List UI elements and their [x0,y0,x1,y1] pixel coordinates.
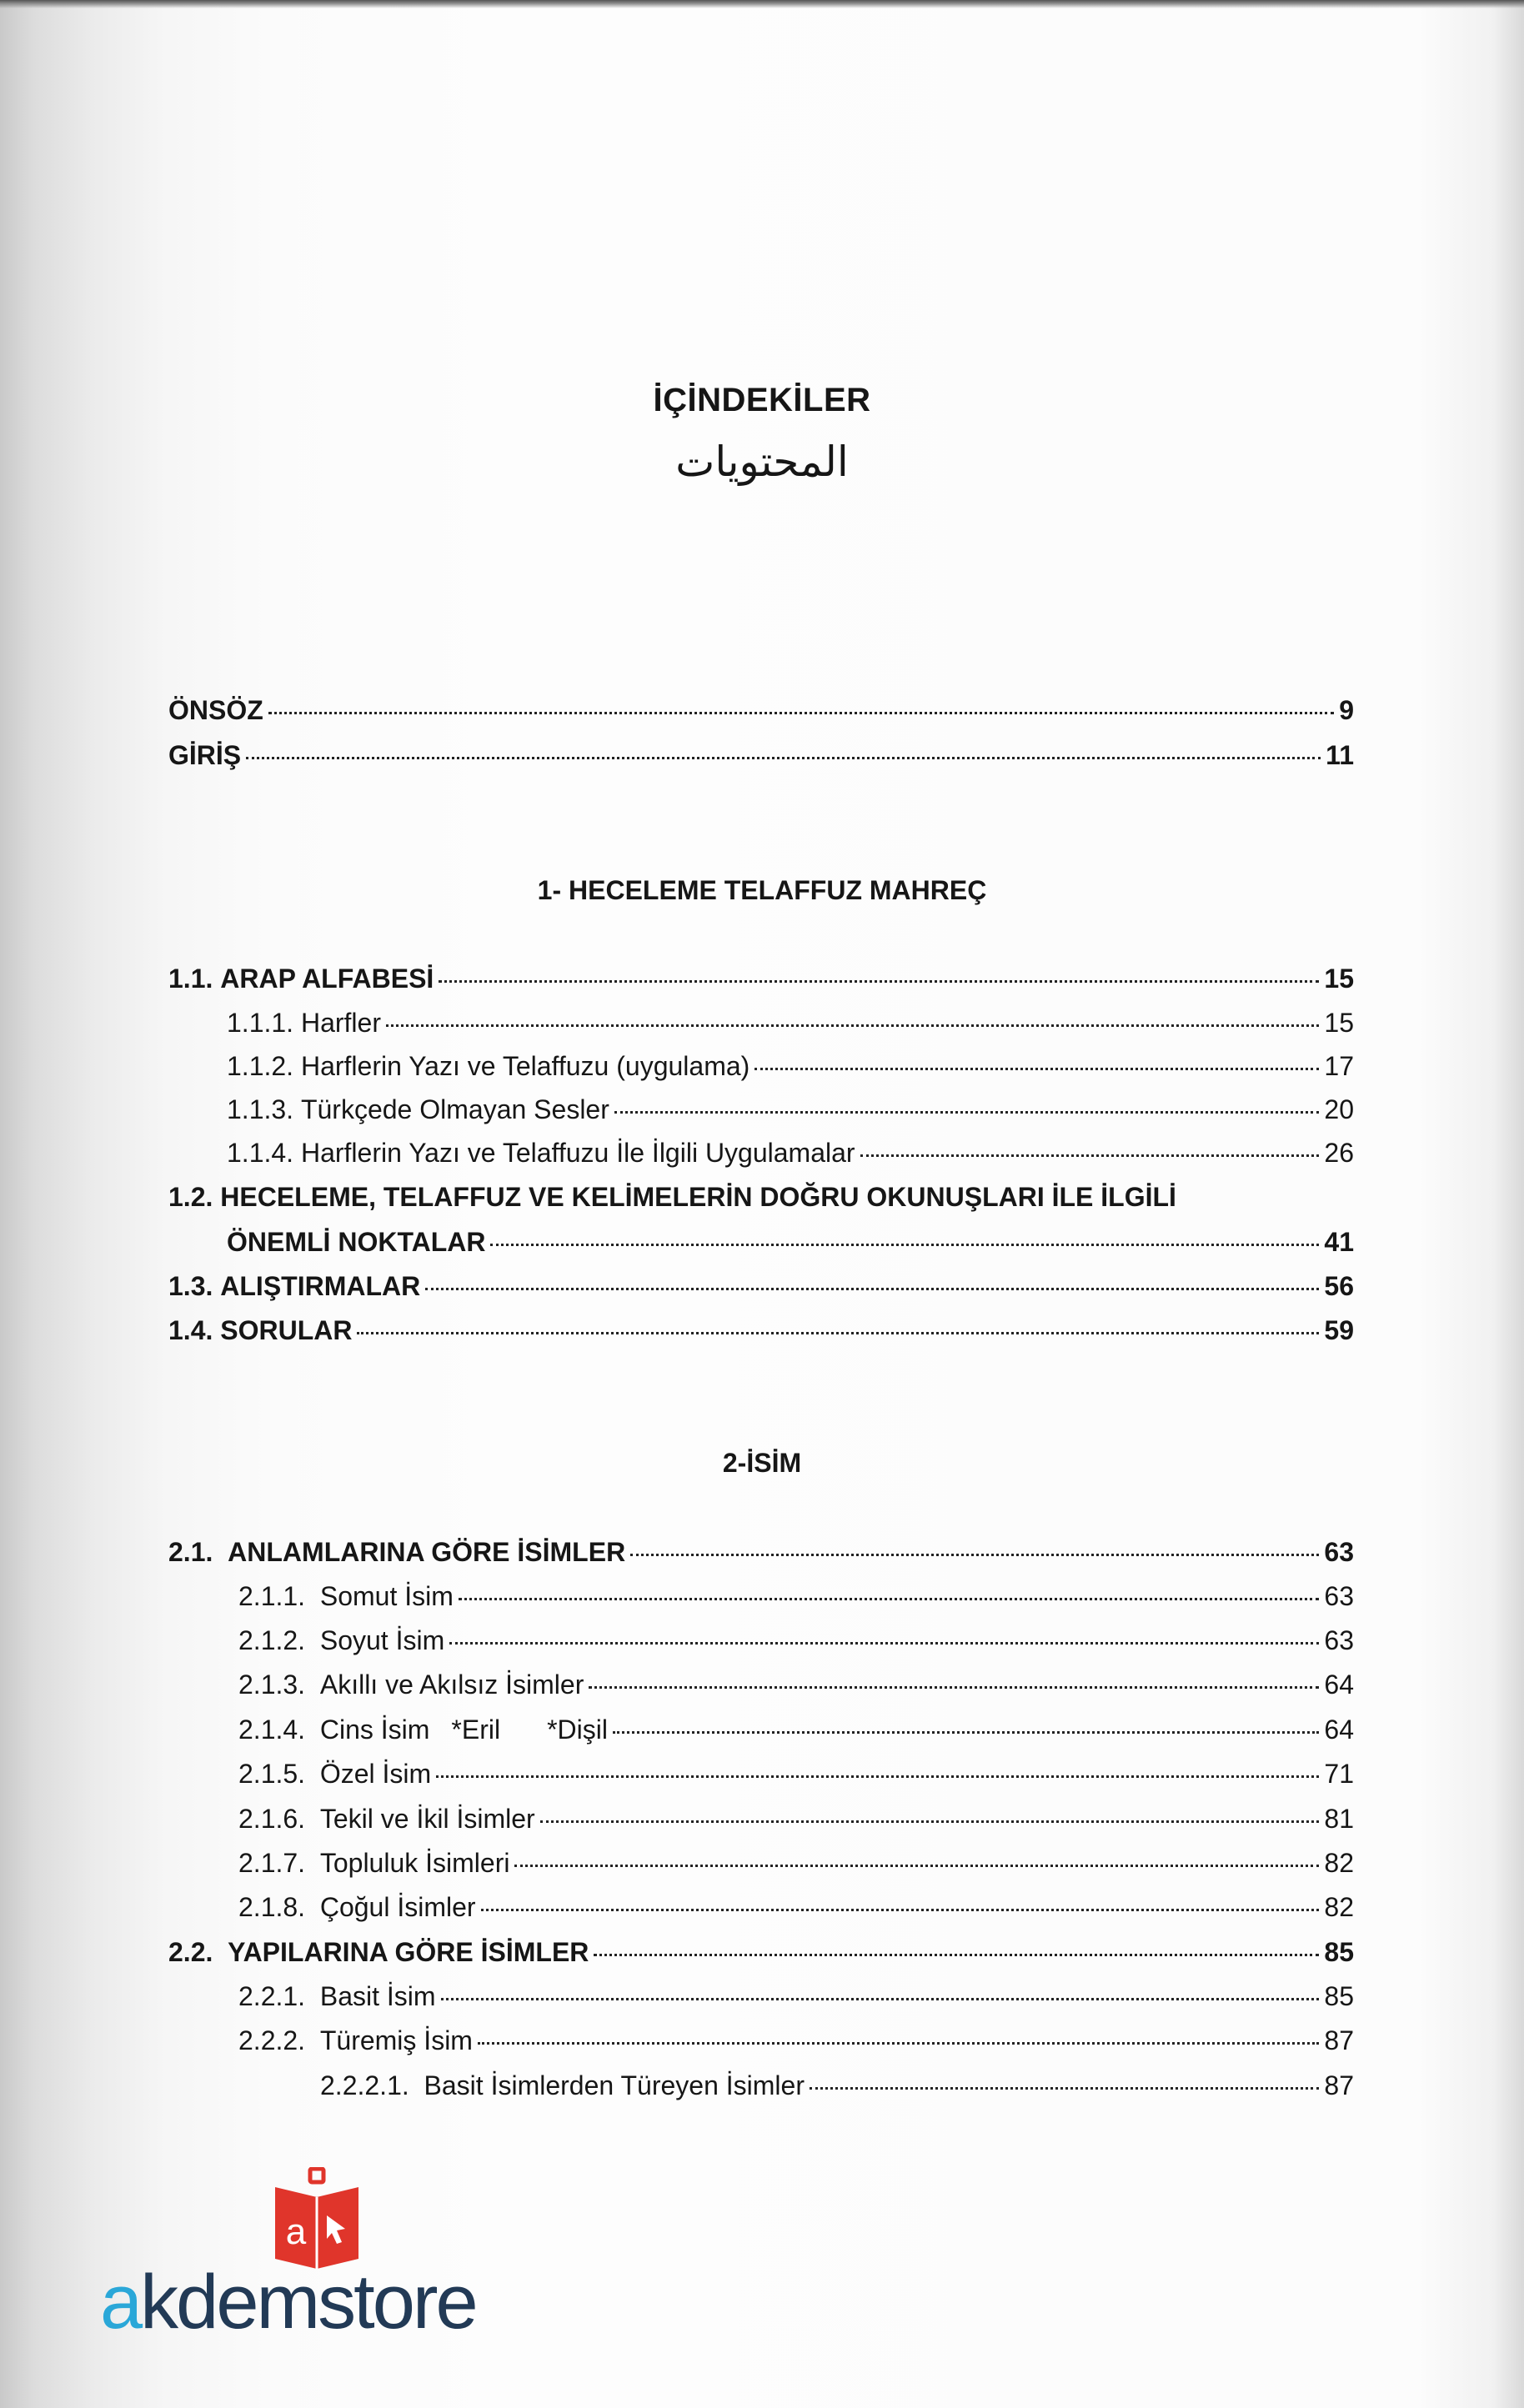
dot-leader [613,1731,1319,1734]
toc-entry-multiline [168,1182,1176,1213]
toc-entry-label: Topluluk İsimleri [319,1848,510,1878]
toc-entry-onsoz [168,695,1354,726]
toc-entry-number: 1.4. [168,1315,213,1345]
toc-entry-label-continued: ÖNEMLİ NOKTALAR [227,1227,486,1257]
toc-entry-label: ARAP ALFABESİ [220,964,434,994]
toc-entry-number: 1.1.3. [227,1094,294,1124]
dot-leader [246,757,1321,759]
toc-entry-label: ÖNSÖZ [168,695,263,725]
dot-leader [540,1820,1320,1823]
toc-entry-page: 81 [1324,1804,1354,1834]
toc-entry-label: ANLAMLARINA GÖRE İSİMLER [228,1537,626,1567]
toc-entry-label: Basit İsim [319,1981,436,2011]
toc-entry-number: 2.1.5. [238,1759,306,1789]
toc-entry [227,1008,1354,1039]
toc-entry-label: Soyut İsim [319,1625,445,1655]
toc-entry-page: 82 [1324,1848,1354,1878]
dot-leader [357,1332,1319,1334]
toc-entry-label: Türkçede Olmayan Sesler [300,1094,609,1124]
toc-entry-number: 1.3. [168,1271,213,1301]
dot-leader [589,1686,1319,1689]
dot-leader [860,1154,1320,1157]
toc-entry-page: 11 [1326,740,1354,770]
toc-entry [238,1892,1354,1923]
toc-entry-label: Harfler [300,1008,381,1038]
toc-entry-label-extra: *Dişil [547,1715,608,1745]
toc-entry-number: 2.2.1. [238,1981,306,2011]
toc-entry [168,964,1354,994]
toc-entry-page: 71 [1324,1759,1354,1789]
toc-entry [227,1051,1354,1082]
toc-entry [238,1715,1354,1745]
section-heading-2: 2-İSİM [722,1448,802,1478]
toc-entry-page: 63 [1324,1537,1354,1567]
toc-entry-number: 2.1.3. [238,1670,306,1700]
toc-entry-label: Çoğul İsimler [319,1892,476,1922]
dot-leader [268,712,1334,714]
akdemstore-logo [100,2167,567,2350]
toc-entry-label: YAPILARINA GÖRE İSİMLER [228,1937,589,1967]
toc-entry [168,1315,1354,1346]
toc-entry-number: 2.1.6. [238,1804,306,1834]
toc-entry-giris [168,740,1354,771]
dot-leader [810,2087,1319,2090]
toc-entry-number: 2.1.8. [238,1892,306,1922]
toc-entry-page: 9 [1339,695,1354,725]
toc-entry-label: HECELEME, TELAFFUZ VE KELİMELERİN DOĞRU OKUNUŞLARI İLE İLGİLİ [220,1182,1176,1212]
toc-entry [227,1094,1354,1125]
toc-entry-number: 2.2.2.1. [320,2070,409,2100]
toc-entry-label: Cins İsim [319,1715,430,1745]
toc-entry [320,2070,1354,2101]
page-title: İÇİNDEKİLER [653,382,871,418]
toc-entry-label: Basit İsimlerden Türeyen İsimler [424,2070,805,2100]
toc-entry-number: 1.1.4. [227,1138,294,1168]
toc-entry [168,1537,1354,1568]
toc-entry-number: 2.2.2. [238,2025,306,2055]
toc-entry-page: 64 [1324,1670,1354,1700]
toc-entry [238,1670,1354,1700]
toc-entry [238,1759,1354,1790]
toc-entry-label: Akıllı ve Akılsız İsimler [319,1670,584,1700]
toc-entry-number: 2.2. [168,1937,213,1967]
dot-leader [594,1954,1319,1956]
toc-entry-number: 2.1.2. [238,1625,306,1655]
toc-entry-page: 64 [1324,1715,1354,1745]
toc-entry-label: Türemiş İsim [319,2025,473,2055]
toc-entry-page: 15 [1324,964,1354,994]
toc-entry [238,2025,1354,2056]
toc-entry [238,1848,1354,1879]
dot-leader [439,980,1319,983]
toc-entry-label: Harflerin Yazı ve Telaffuzu (uygulama) [300,1051,750,1081]
toc-entry-label: Özel İsim [319,1759,432,1789]
dot-leader [514,1865,1319,1867]
toc-entry [168,1271,1354,1302]
page-title-arabic: المحتويات [675,438,849,486]
section-heading-1: 1- HECELEME TELAFFUZ MAHREÇ [537,875,987,905]
toc-entry [238,1581,1354,1612]
toc-entry-label: GİRİŞ [168,740,242,770]
toc-entry [238,1981,1354,2012]
toc-entry-number: 2.1. [168,1537,213,1567]
toc-entry-page: 15 [1324,1008,1354,1038]
dot-leader [478,2042,1319,2045]
toc-entry-page: 87 [1324,2070,1354,2100]
toc-entry-page: 59 [1324,1315,1354,1345]
dot-leader [630,1554,1319,1556]
toc-entry-page: 63 [1324,1625,1354,1655]
toc-entry-page: 26 [1324,1138,1354,1168]
toc-entry-page: 63 [1324,1581,1354,1611]
toc-entry [238,1804,1354,1835]
dot-leader [481,1909,1320,1911]
toc-entry-number: 1.1. [168,964,213,994]
dot-leader [425,1288,1319,1290]
toc-entry [238,1625,1354,1656]
dot-leader [490,1244,1319,1246]
dot-leader [449,1642,1319,1645]
toc-entry-label: ALIŞTIRMALAR [220,1271,421,1301]
toc-entry-page: 20 [1324,1094,1354,1124]
toc-entry-page: 17 [1324,1051,1354,1081]
toc-entry-number: 2.1.1. [238,1581,306,1611]
logo-icon-letter: a [285,2211,307,2252]
toc-entry-label: Harflerin Yazı ve Telaffuzu İle İlgili Uygulamalar [300,1138,855,1168]
toc-entry-page: 87 [1324,2025,1354,2055]
brand-rest: kdemstore [140,2260,476,2345]
toc-entry-number: 1.2. [168,1182,213,1212]
toc-entry-label-extra: *Eril [451,1715,501,1745]
toc-entry-number: 1.1.2. [227,1051,294,1081]
toc-entry-page: 82 [1324,1892,1354,1922]
toc-entry [168,1937,1354,1968]
toc-entry-page: 85 [1324,1937,1354,1967]
dot-leader [754,1068,1319,1070]
toc-entry-number: 1.1.1. [227,1008,294,1038]
toc-entry [227,1138,1354,1169]
dot-leader [441,1998,1320,2000]
toc-entry-label: Tekil ve İkil İsimler [319,1804,535,1834]
dot-leader [386,1024,1319,1027]
page-top-edge [0,0,1524,8]
toc-entry-page: 85 [1324,1981,1354,2011]
brand-first-letter: a [100,2260,141,2345]
toc-entry-label: Somut İsim [319,1581,454,1611]
brand-wordmark [100,2259,476,2346]
dot-leader [436,1775,1319,1778]
toc-entry-continuation [227,1227,1354,1258]
toc-entry-number: 2.1.4. [238,1715,306,1745]
toc-entry-label: SORULAR [220,1315,353,1345]
dot-leader [459,1598,1320,1600]
toc-entry-page: 41 [1324,1227,1354,1257]
toc-entry-number: 2.1.7. [238,1848,306,1878]
toc-entry-page: 56 [1324,1271,1354,1301]
dot-leader [614,1111,1320,1114]
